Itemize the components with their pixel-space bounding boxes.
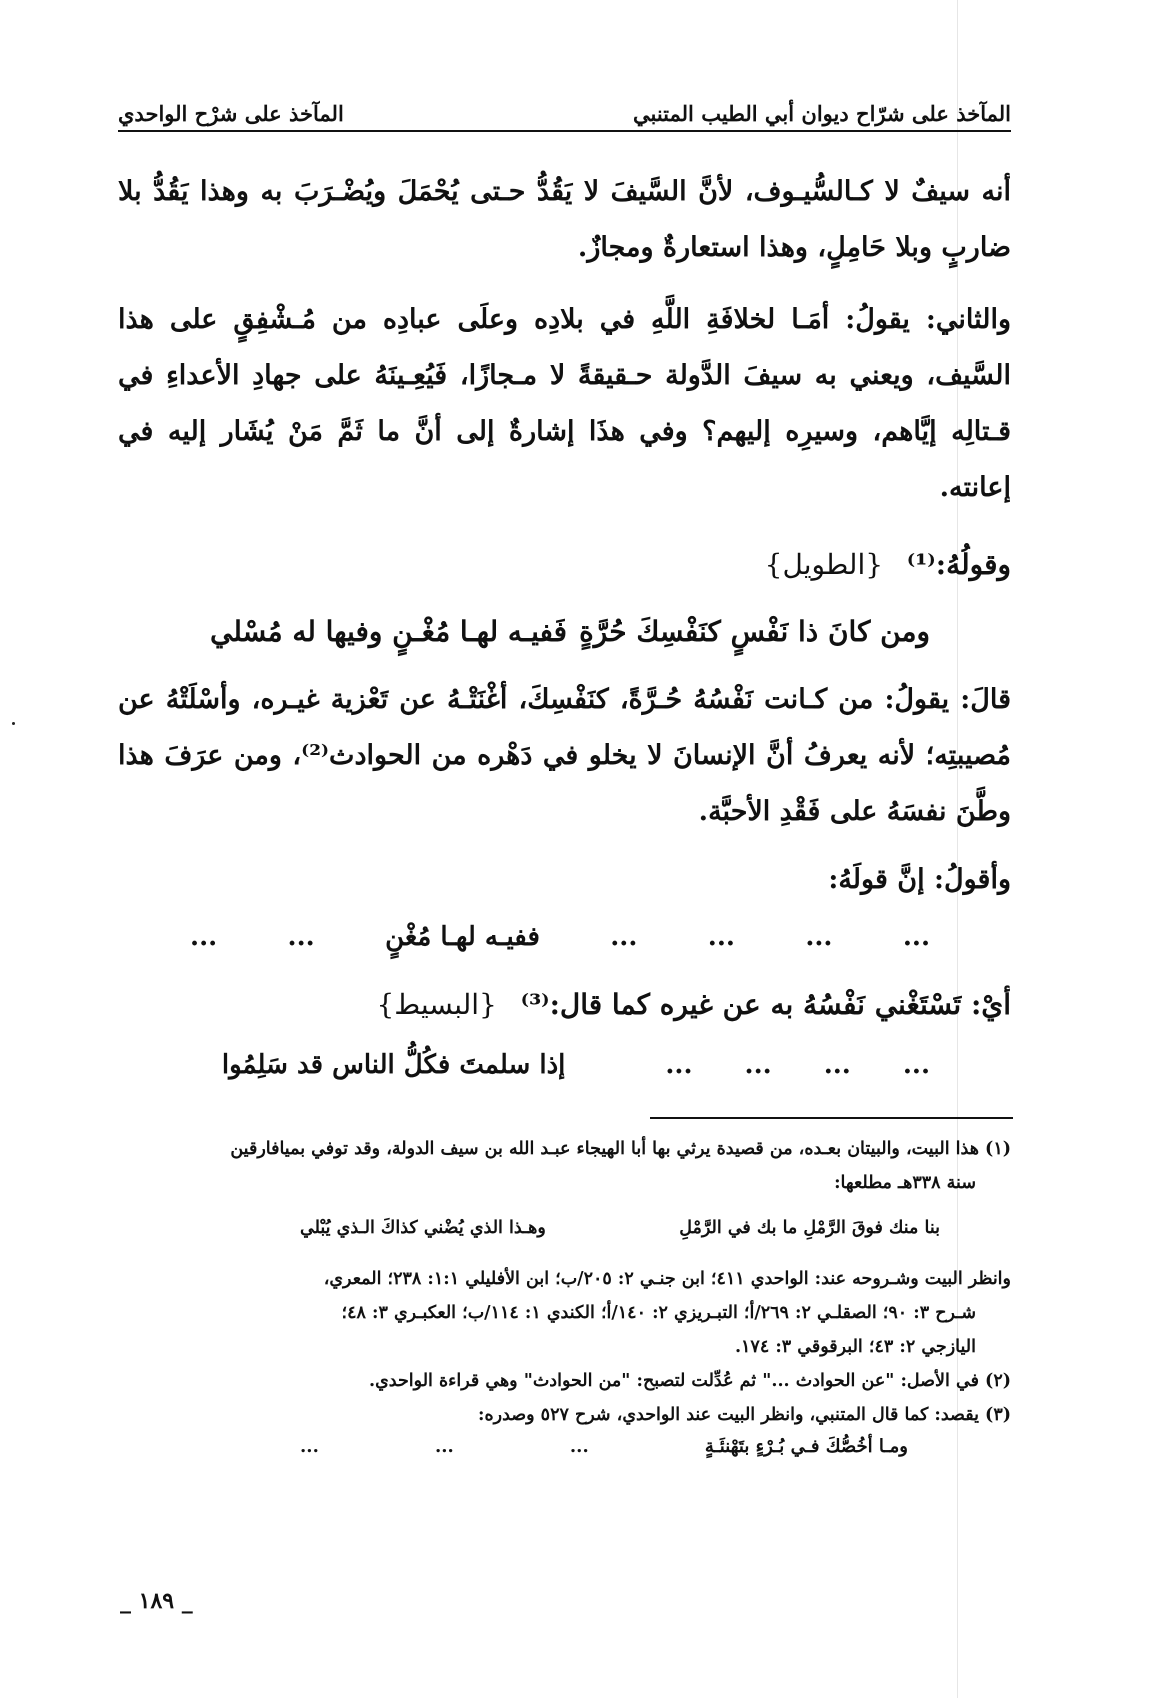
footnote-1-line-4: شـرح ٣: ٩٠؛ الصقلـي ٢: ٢٦٩/أ؛ التبـريزي ٢: ١٤٠/أ؛ الكندي ١: ١١٤/ب؛ العكبـري ٣: ٤٨؛: [341, 1303, 976, 1323]
verse-first-hemistich: ومن كانَ ذا نَفْسٍ كنَفْسِكَ حُرَّةٍ: [579, 615, 930, 648]
ellipsis-verse-2: [200, 1050, 930, 1094]
ellipsis: ...: [287, 922, 315, 952]
meter-label-tawil: {الطويل}: [764, 548, 884, 581]
verse-line: [180, 615, 930, 665]
paragraph-3: قالَ: يقولُ: من كـانت نَفْسُهُ حُـرَّةً، كنَفْسِكَ، أغْنَتْـهُ عن تَعْزية غيـره، وأسْلَتْهُ عن مُصيبتِه؛ لأنه يعرفُ أنَّ الإنسانَ لا يخلو في دَهْره من الحوادث⁽²⁾، ومن عرَفَ هذا وطَّنَ نفسَهُ على فَقْدِ الأحبَّة.: [118, 684, 1011, 827]
header-rule: [118, 130, 1011, 132]
ellipsis: ...: [902, 1050, 930, 1080]
footnote-2: (٢) في الأصل: "عن الحوادث ..." ثم عُدِّلت لتصبح: "من الحوادث" وهي قراءة الواحدي.: [369, 1371, 1011, 1391]
footnote-rule: [650, 1117, 1013, 1119]
footnote-1-line-1: (١) هذا البيت، والبيتان بعـده، من قصيدة يرثي بها أبا الهيجاء عبـد الله بن سيف الدولة، وقد توفي بميافارقين: [230, 1139, 1011, 1159]
ellipsis-verse-fragment: ففيـه لهـا مُغْنٍ: [385, 922, 540, 952]
paragraph-2: والثاني: يقولُ: أمَـا لخلافَةِ اللَّهِ في بلادِه وعلَى عبادِه من مُـشْفِقٍ على هذا السَّيف، ويعني به سيفَ الدَّولة حـقيقةً لا مـجازًا، فَيُعِـينَهُ على جهادِ الأعداءِ في قـتالِه إيَّاهم، وسيرِه إليهم؟ وفي هذَا إشارةٌ إلى أنَّ ما ثَمَّ مَنْ يُشَار إليه في إعانته.: [118, 304, 1011, 503]
meter-label-basit: {البسيط}: [376, 988, 497, 1021]
ellipsis: ...: [300, 1436, 319, 1457]
footnote-1-line-2: سنة ٣٣٨هـ مطلعها:: [834, 1173, 976, 1193]
footnote-verse-first-hemistich: بنا منك فوقَ الرَّمْلِ ما بك في الرَّمْلِ: [679, 1218, 940, 1238]
verse-intro-label: وقولُهُ:⁽¹⁾: [906, 548, 1011, 581]
ellipsis: ...: [434, 1436, 454, 1457]
header-book-title: المآخذ على شرّاح ديوان أبي الطيب المتنبي: [633, 101, 1011, 126]
ellipsis: ...: [823, 1050, 851, 1080]
ellipsis: ...: [902, 922, 930, 952]
ellipsis-verse-fragment: إذا سلمتَ فكُلُّ الناس قد سَلِمُوا: [221, 1050, 566, 1080]
scan-speck: [12, 722, 15, 725]
verse-second-hemistich: فَفيـه لهـا مُغْـنٍ وفيها له مُسْلي: [210, 615, 568, 648]
footnote-verse-second-hemistich: وهـذا الذي يُضْني كذاكَ الـذي يُبْلي: [300, 1218, 546, 1238]
ellipsis: ...: [665, 1050, 693, 1080]
footnote-3: (٣) يقصد: كما قال المتنبي، وانظر البيت عند الواحدي، شرح ٥٢٧ وصدره:: [478, 1405, 1011, 1425]
header-section-title: المآخذ على شرْح الواحدي: [118, 101, 344, 126]
ellipsis: ...: [569, 1436, 589, 1457]
running-header: [118, 86, 1011, 126]
footnote-3-verse-fragment: ومـا أخُصُّكَ فـي بُـرْءٍ بتَهْنئَـةٍ: [704, 1436, 908, 1457]
footnote-1-line-5: اليازجي ٢: ٤٣؛ البرقوقي ٣: ١٧٤.: [734, 1337, 976, 1357]
ellipsis: ...: [190, 922, 218, 952]
footnote-1-verse: [300, 1218, 940, 1248]
ellipsis-verse-1: [190, 922, 930, 966]
ellipsis: ...: [707, 922, 735, 952]
ellipsis: ...: [744, 1050, 772, 1080]
quote-intro: [376, 988, 1011, 1021]
verse-intro: [765, 548, 1011, 581]
page-number: _ ١٨٩ _: [120, 1588, 193, 1614]
paragraph-4: وأقولُ: إنَّ قولَهُ:: [828, 864, 1011, 895]
footnote-1-line-3: وانظر البيت وشـروحه عند: الواحدي ٤١١؛ ابن جنـي ٢: ٢٠٥/ب؛ ابن الأفليلي ١:١: ٢٣٨؛ المعري،: [323, 1269, 1011, 1289]
ellipsis: ...: [610, 922, 638, 952]
ellipsis: ...: [805, 922, 833, 952]
footnote-3-verse: [300, 1436, 908, 1466]
paragraph-1: أنه سيفٌ لا كـالسُّيـوف، لأنَّ السَّيفَ لا يَقُدُّ حـتى يُحْمَلَ ويُضْـرَبَ به وهذا يَقُدُّ بلا ضاربٍ وبلا حَامِلٍ، وهذا استعارةٌ ومجازٌ.: [118, 176, 1011, 263]
quote-intro-label: أيْ: تَسْتَغْني نَفْسُهُ به عن غيره كما قال:⁽³⁾: [520, 988, 1011, 1021]
